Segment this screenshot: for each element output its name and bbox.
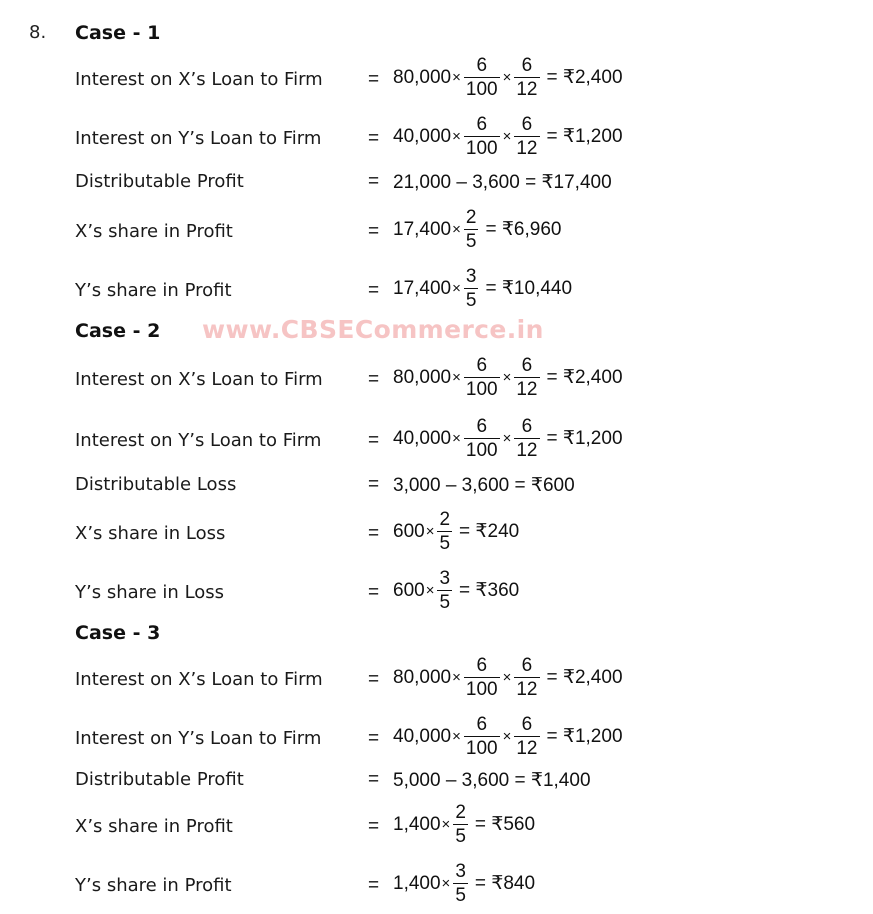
multiply-sign: ×	[452, 430, 461, 447]
multiply-sign: ×	[452, 128, 461, 145]
fraction-numerator: 6	[476, 714, 488, 735]
equals-sign: =	[368, 875, 380, 896]
multiply-sign: ×	[452, 369, 461, 386]
fraction	[514, 56, 539, 99]
fraction	[453, 862, 468, 905]
calculation-text: 3,000 – 3,600 = ₹600	[393, 475, 575, 496]
fraction-numerator: 6	[521, 714, 533, 735]
row-label: Interest on Y’s Loan to Firm	[75, 128, 322, 149]
fraction	[514, 715, 539, 758]
result-amount: = ₹360	[459, 580, 520, 601]
equals-sign: =	[368, 523, 380, 544]
fraction	[437, 510, 452, 553]
fraction-numerator: 6	[521, 355, 533, 376]
row-label: Y’s share in Profit	[75, 280, 232, 301]
fraction-denominator: 5	[455, 826, 466, 847]
case-title: Case - 1	[75, 22, 161, 44]
fraction	[514, 417, 539, 460]
fraction-denominator: 12	[516, 379, 538, 400]
fraction	[464, 715, 500, 758]
calculation-expression	[393, 862, 535, 905]
equals-sign: =	[368, 280, 380, 301]
row-label: X’s share in Loss	[75, 523, 226, 544]
fraction-denominator: 5	[465, 231, 477, 252]
base-amount: 80,000	[393, 666, 452, 688]
fraction-denominator: 100	[465, 138, 498, 159]
result-amount: = ₹840	[474, 873, 536, 894]
multiply-sign: ×	[502, 69, 512, 86]
calculation-expression	[393, 356, 623, 399]
calculation-expression	[393, 769, 591, 792]
result-amount: = ₹6,960	[485, 219, 562, 240]
fraction	[464, 656, 500, 699]
fraction-numerator: 2	[439, 509, 451, 530]
multiply-sign: ×	[452, 669, 461, 686]
fraction	[514, 656, 539, 699]
multiply-sign: ×	[425, 582, 435, 599]
fraction-denominator: 100	[465, 79, 498, 100]
fraction-numerator: 3	[465, 266, 477, 287]
base-amount: 40,000	[393, 427, 452, 449]
fraction-denominator: 100	[465, 379, 498, 400]
fraction-denominator: 12	[516, 138, 538, 159]
calculation-expression	[393, 417, 623, 460]
fraction	[464, 267, 479, 310]
equals-sign: =	[368, 582, 380, 603]
base-amount: 40,000	[393, 125, 452, 147]
base-amount: 600	[393, 520, 425, 542]
fraction-denominator: 5	[465, 290, 477, 311]
row-label: Interest on Y’s Loan to Firm	[75, 430, 322, 451]
base-amount: 40,000	[393, 725, 452, 747]
case-title: Case - 2	[75, 320, 161, 342]
calculation-expression	[393, 510, 519, 553]
row-label: X’s share in Profit	[75, 816, 233, 837]
calculation-expression	[393, 56, 623, 99]
equals-sign: =	[368, 728, 380, 749]
equals-sign: =	[368, 171, 380, 192]
multiply-sign: ×	[502, 669, 512, 686]
calculation-expression	[393, 267, 572, 310]
result-amount: = ₹2,400	[546, 67, 623, 88]
multiply-sign: ×	[502, 430, 512, 447]
base-amount: 600	[393, 579, 425, 601]
equals-sign: =	[368, 69, 380, 90]
base-amount: 80,000	[393, 66, 452, 88]
fraction-denominator: 100	[465, 738, 498, 759]
multiply-sign: ×	[502, 369, 512, 386]
fraction-numerator: 2	[455, 802, 466, 823]
calculation-text: 5,000 – 3,600 = ₹1,400	[393, 770, 591, 791]
multiply-sign: ×	[452, 280, 461, 297]
row-label: Interest on X’s Loan to Firm	[75, 669, 323, 690]
equals-sign: =	[368, 816, 380, 837]
fraction-denominator: 12	[516, 79, 538, 100]
fraction-numerator: 6	[476, 55, 488, 76]
fraction	[453, 803, 468, 846]
multiply-sign: ×	[452, 221, 461, 238]
result-amount: = ₹560	[474, 814, 536, 835]
equals-sign: =	[368, 128, 380, 149]
watermark: www.CBSECommerce.in	[202, 315, 544, 344]
calculation-expression	[393, 474, 575, 497]
fraction-numerator: 6	[476, 655, 488, 676]
fraction-denominator: 5	[439, 533, 451, 554]
equals-sign: =	[368, 221, 380, 242]
fraction-denominator: 5	[455, 885, 466, 906]
row-label: Interest on X’s Loan to Firm	[75, 69, 323, 90]
calculation-expression	[393, 115, 623, 158]
fraction-numerator: 6	[476, 355, 488, 376]
fraction-numerator: 6	[521, 416, 533, 437]
result-amount: = ₹240	[459, 521, 520, 542]
base-amount: 1,400	[393, 872, 441, 894]
row-label: Y’s share in Profit	[75, 875, 232, 896]
equals-sign: =	[368, 769, 380, 790]
multiply-sign: ×	[425, 523, 435, 540]
fraction-numerator: 2	[465, 207, 477, 228]
base-amount: 17,400	[393, 277, 452, 299]
result-amount: = ₹10,440	[485, 278, 573, 299]
fraction-numerator: 6	[476, 114, 488, 135]
fraction	[464, 417, 500, 460]
base-amount: 17,400	[393, 218, 452, 240]
fraction	[514, 356, 539, 399]
fraction-numerator: 6	[521, 114, 533, 135]
fraction-numerator: 3	[439, 568, 451, 589]
fraction	[464, 56, 500, 99]
fraction	[464, 115, 500, 158]
row-label: Interest on X’s Loan to Firm	[75, 369, 323, 390]
fraction-denominator: 5	[439, 592, 451, 613]
fraction	[464, 356, 500, 399]
base-amount: 80,000	[393, 366, 452, 388]
fraction-denominator: 100	[465, 440, 498, 461]
fraction-numerator: 3	[455, 861, 466, 882]
calculation-expression	[393, 569, 519, 612]
fraction-denominator: 12	[516, 738, 538, 759]
multiply-sign: ×	[502, 728, 512, 745]
row-label: Distributable Profit	[75, 171, 244, 192]
fraction-denominator: 12	[516, 679, 538, 700]
calculation-expression	[393, 656, 623, 699]
result-amount: = ₹2,400	[546, 367, 623, 388]
multiply-sign: ×	[441, 816, 451, 833]
row-label: X’s share in Profit	[75, 221, 233, 242]
fraction-numerator: 6	[521, 655, 533, 676]
result-amount: = ₹2,400	[546, 667, 623, 688]
equals-sign: =	[368, 369, 380, 390]
calculation-text: 21,000 – 3,600 = ₹17,400	[393, 172, 612, 193]
row-label: Interest on Y’s Loan to Firm	[75, 728, 322, 749]
row-label: Distributable Loss	[75, 474, 237, 495]
fraction-numerator: 6	[521, 55, 533, 76]
calculation-expression	[393, 803, 535, 846]
multiply-sign: ×	[452, 728, 461, 745]
fraction	[437, 569, 452, 612]
fraction	[464, 208, 479, 251]
row-label: Y’s share in Loss	[75, 582, 225, 603]
fraction	[514, 115, 539, 158]
equals-sign: =	[368, 474, 380, 495]
multiply-sign: ×	[452, 69, 461, 86]
fraction-denominator: 100	[465, 679, 498, 700]
case-title: Case - 3	[75, 622, 161, 644]
equals-sign: =	[368, 430, 380, 451]
calculation-expression	[393, 171, 612, 194]
result-amount: = ₹1,200	[546, 126, 623, 147]
fraction-numerator: 6	[476, 416, 488, 437]
base-amount: 1,400	[393, 813, 441, 835]
row-label: Distributable Profit	[75, 769, 244, 790]
result-amount: = ₹1,200	[546, 726, 623, 747]
question-number: 8.	[29, 22, 47, 43]
calculation-expression	[393, 208, 561, 251]
calculation-expression	[393, 715, 623, 758]
result-amount: = ₹1,200	[546, 428, 623, 449]
multiply-sign: ×	[502, 128, 512, 145]
multiply-sign: ×	[441, 875, 451, 892]
equals-sign: =	[368, 669, 380, 690]
fraction-denominator: 12	[516, 440, 538, 461]
